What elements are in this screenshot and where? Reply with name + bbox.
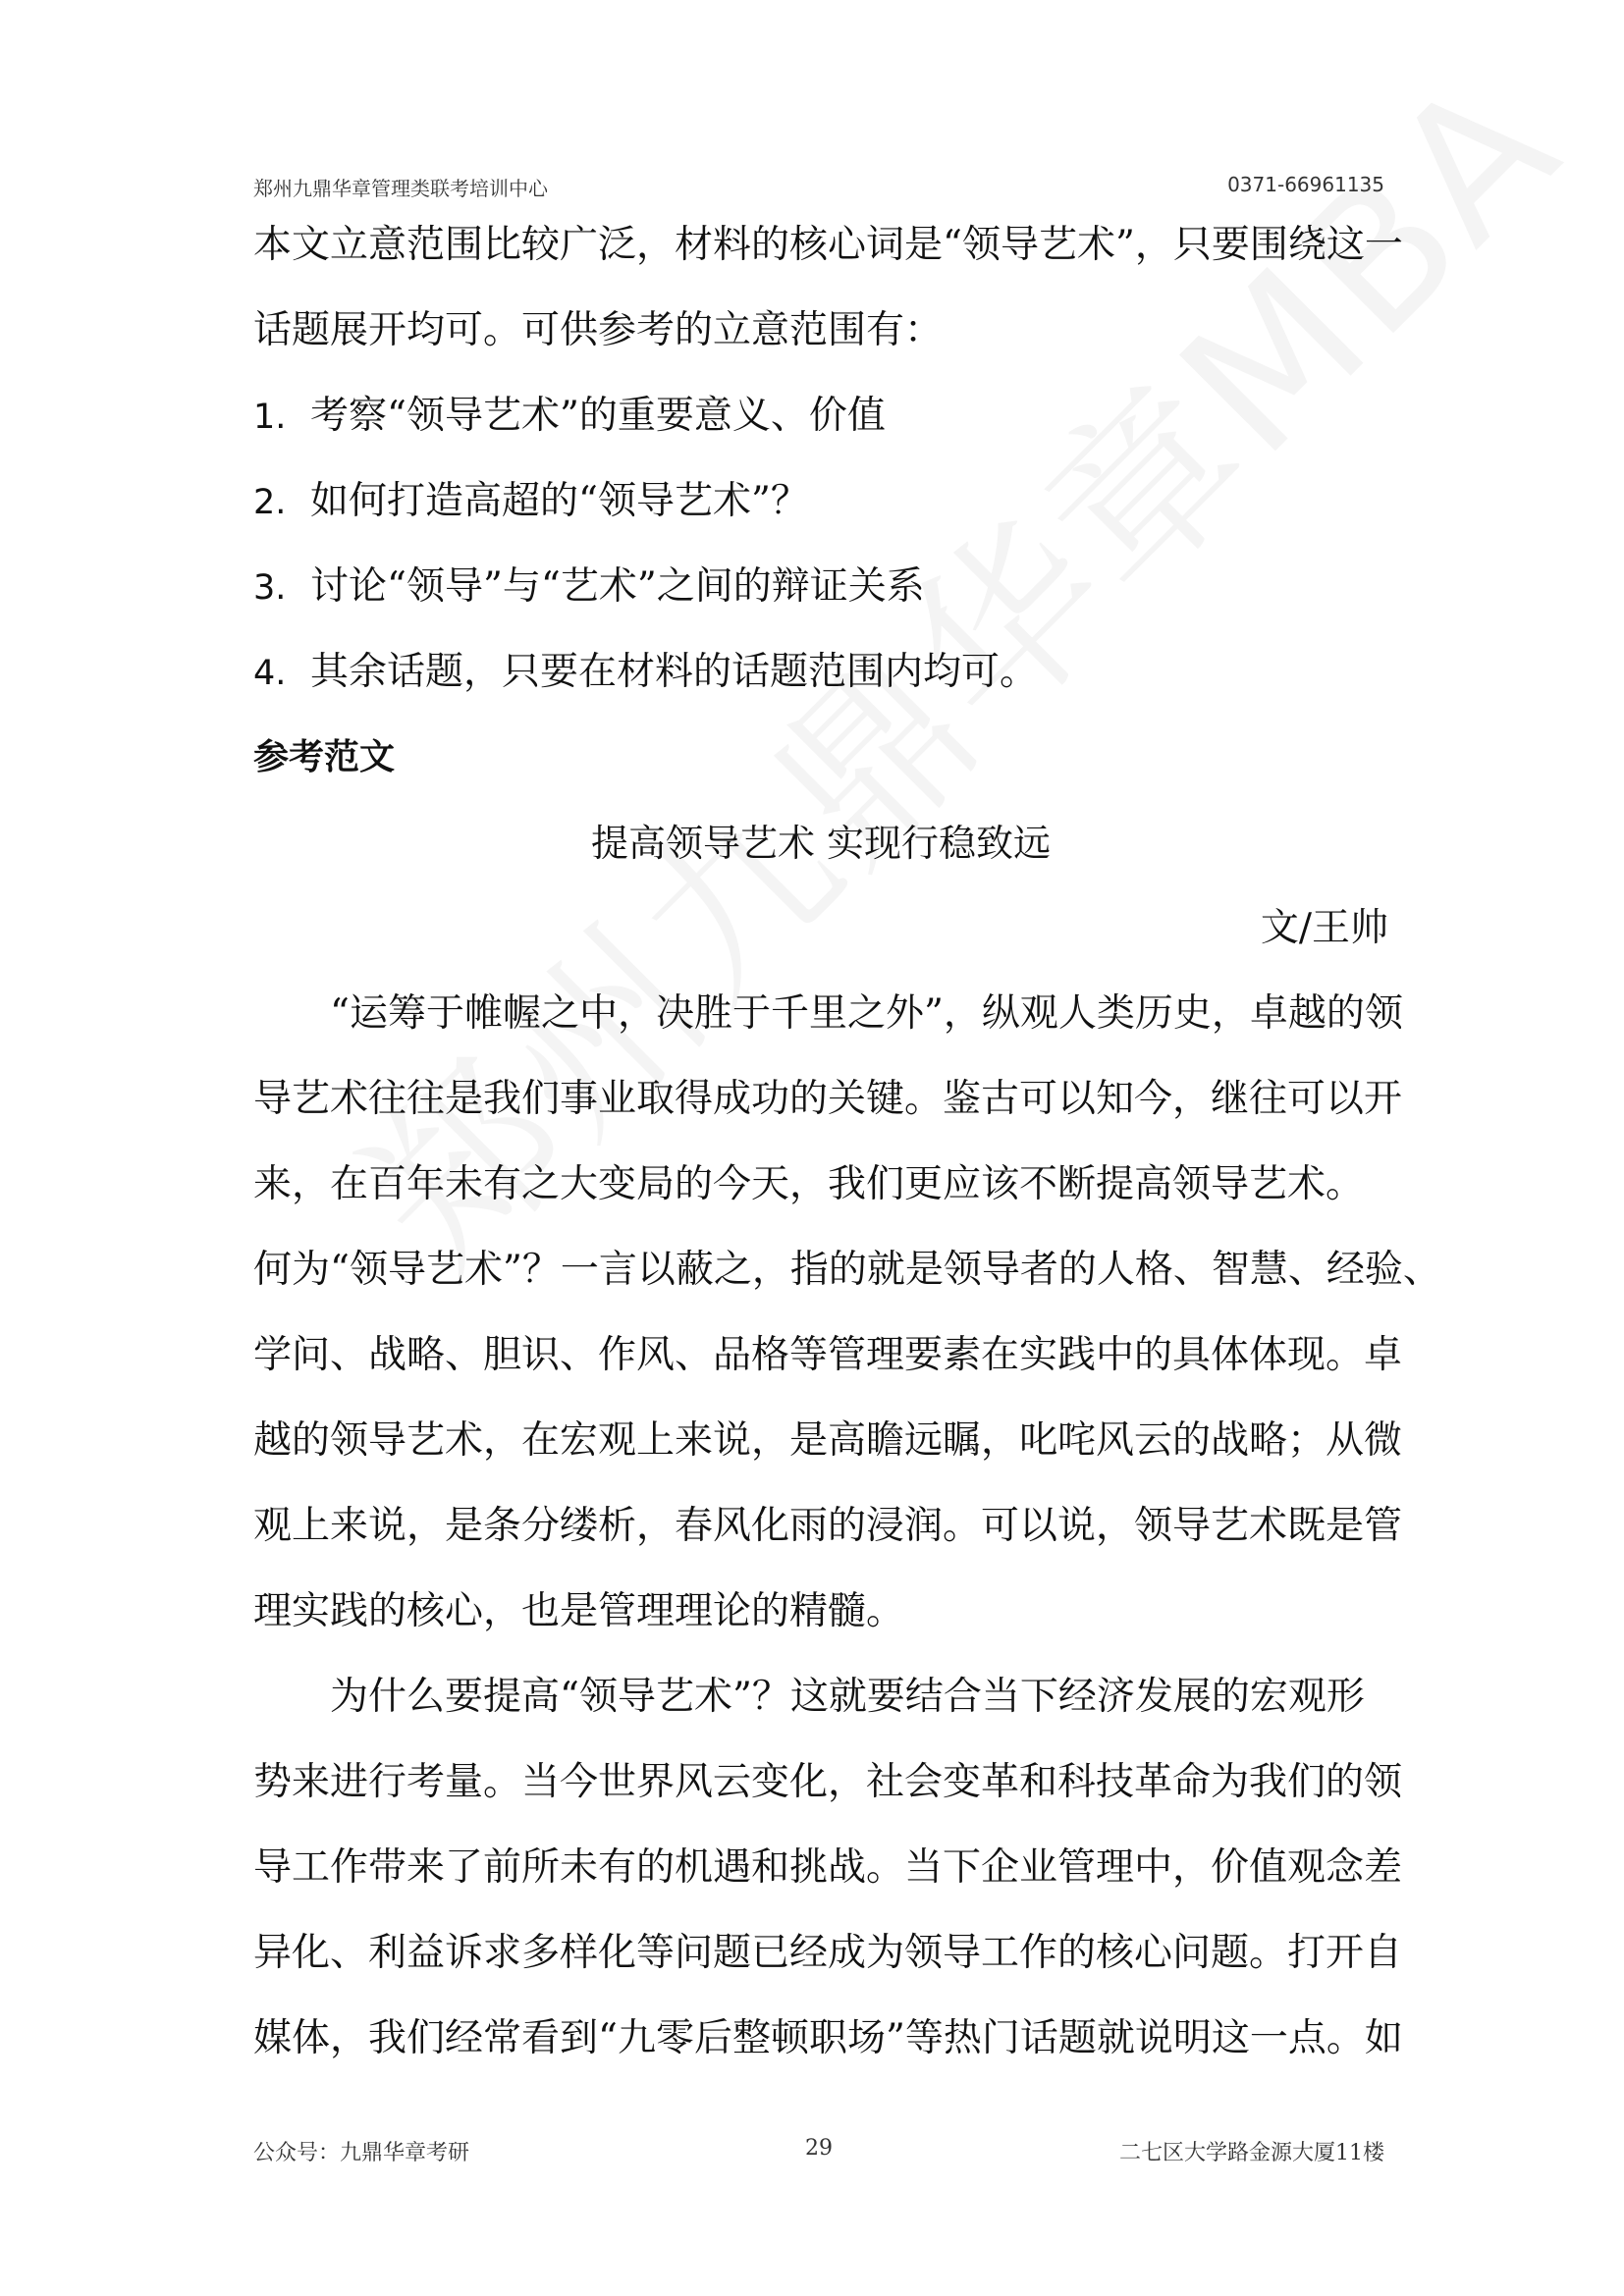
essay-line: 何为“领导艺术”？一言以蔽之，指的就是领导者的人格、智慧、经验、 — [253, 1248, 1441, 1292]
topic-item — [253, 380, 1388, 465]
topic-text: 其余话题，只要在材料的话题范围内均可。 — [310, 650, 1039, 694]
essay-line: 来，在百年未有之大变局的今天，我们更应该不断提高领导艺术。 — [253, 1162, 1365, 1206]
essay-line: 势来进行考量。当今世界风云变化，社会变革和科技革命为我们的领 — [253, 1760, 1403, 1804]
essay-line: 异化、利益诉求多样化等问题已经成为领导工作的核心问题。打开自 — [253, 1931, 1403, 1975]
page-body — [253, 209, 1441, 2088]
topic-number: 2. — [253, 483, 287, 522]
page-number: 29 — [805, 2136, 833, 2161]
essay-line: 导工作带来了前所未有的机遇和挑战。当下企业管理中，价值观念差 — [253, 1845, 1403, 1890]
topic-number: 1. — [253, 398, 287, 437]
intro-line: 话题展开均可。可供参考的立意范围有： — [253, 308, 944, 352]
page-footer — [253, 2136, 1384, 2165]
essay-line: 学问、战略、胆识、作风、品格等管理要素在实践中的具体体现。卓 — [253, 1333, 1403, 1377]
topic-number: 3. — [253, 568, 287, 608]
footer-address: 二七区大学路金源大厦11楼 — [1119, 2141, 1384, 2165]
essay-line: “运筹于帷幄之中，决胜于千里之外”，纵观人类历史，卓越的领 — [330, 991, 1403, 1036]
topic-item — [253, 465, 1388, 551]
topic-item — [253, 551, 1388, 636]
header-phone: 0371-66961135 — [1227, 173, 1384, 196]
essay-line: 越的领导艺术，在宏观上来说，是高瞻远瞩，叱咤风云的战略；从微 — [253, 1418, 1403, 1463]
essay-line: 理实践的核心，也是管理理论的精髓。 — [253, 1589, 905, 1633]
section-heading: 参考范文 — [253, 737, 396, 777]
essay-line: 为什么要提高“领导艺术”？这就要结合当下经济发展的宏观形 — [330, 1675, 1365, 1719]
topic-text: 考察“领导艺术”的重要意义、价值 — [310, 394, 886, 438]
header-org: 郑州九鼎华章管理类联考培训中心 — [253, 177, 548, 200]
intro-line: 本文立意范围比较广泛，材料的核心词是“领导艺术”，只要围绕这一 — [253, 223, 1403, 267]
page-header — [253, 173, 1384, 202]
essay-title: 提高领导艺术 实现行稳致远 — [590, 822, 1052, 865]
topic-number: 4. — [253, 654, 287, 693]
topic-text: 如何打造高超的“领导艺术”？ — [310, 479, 809, 523]
essay-line: 媒体，我们经常看到“九零后整顿职场”等热门话题就说明这一点。如 — [253, 2016, 1403, 2060]
topic-item — [253, 636, 1388, 721]
footer-account: 公众号：九鼎华章考研 — [253, 2141, 470, 2165]
essay-line: 导艺术往往是我们事业取得成功的关键。鉴古可以知今，继往可以开 — [253, 1077, 1403, 1121]
essay-line: 观上来说，是条分缕析，春风化雨的浸润。可以说，领导艺术既是管 — [253, 1504, 1403, 1548]
essay-author: 文/王帅 — [1260, 906, 1388, 950]
topic-text: 讨论“领导”与“艺术”之间的辩证关系 — [310, 564, 925, 609]
